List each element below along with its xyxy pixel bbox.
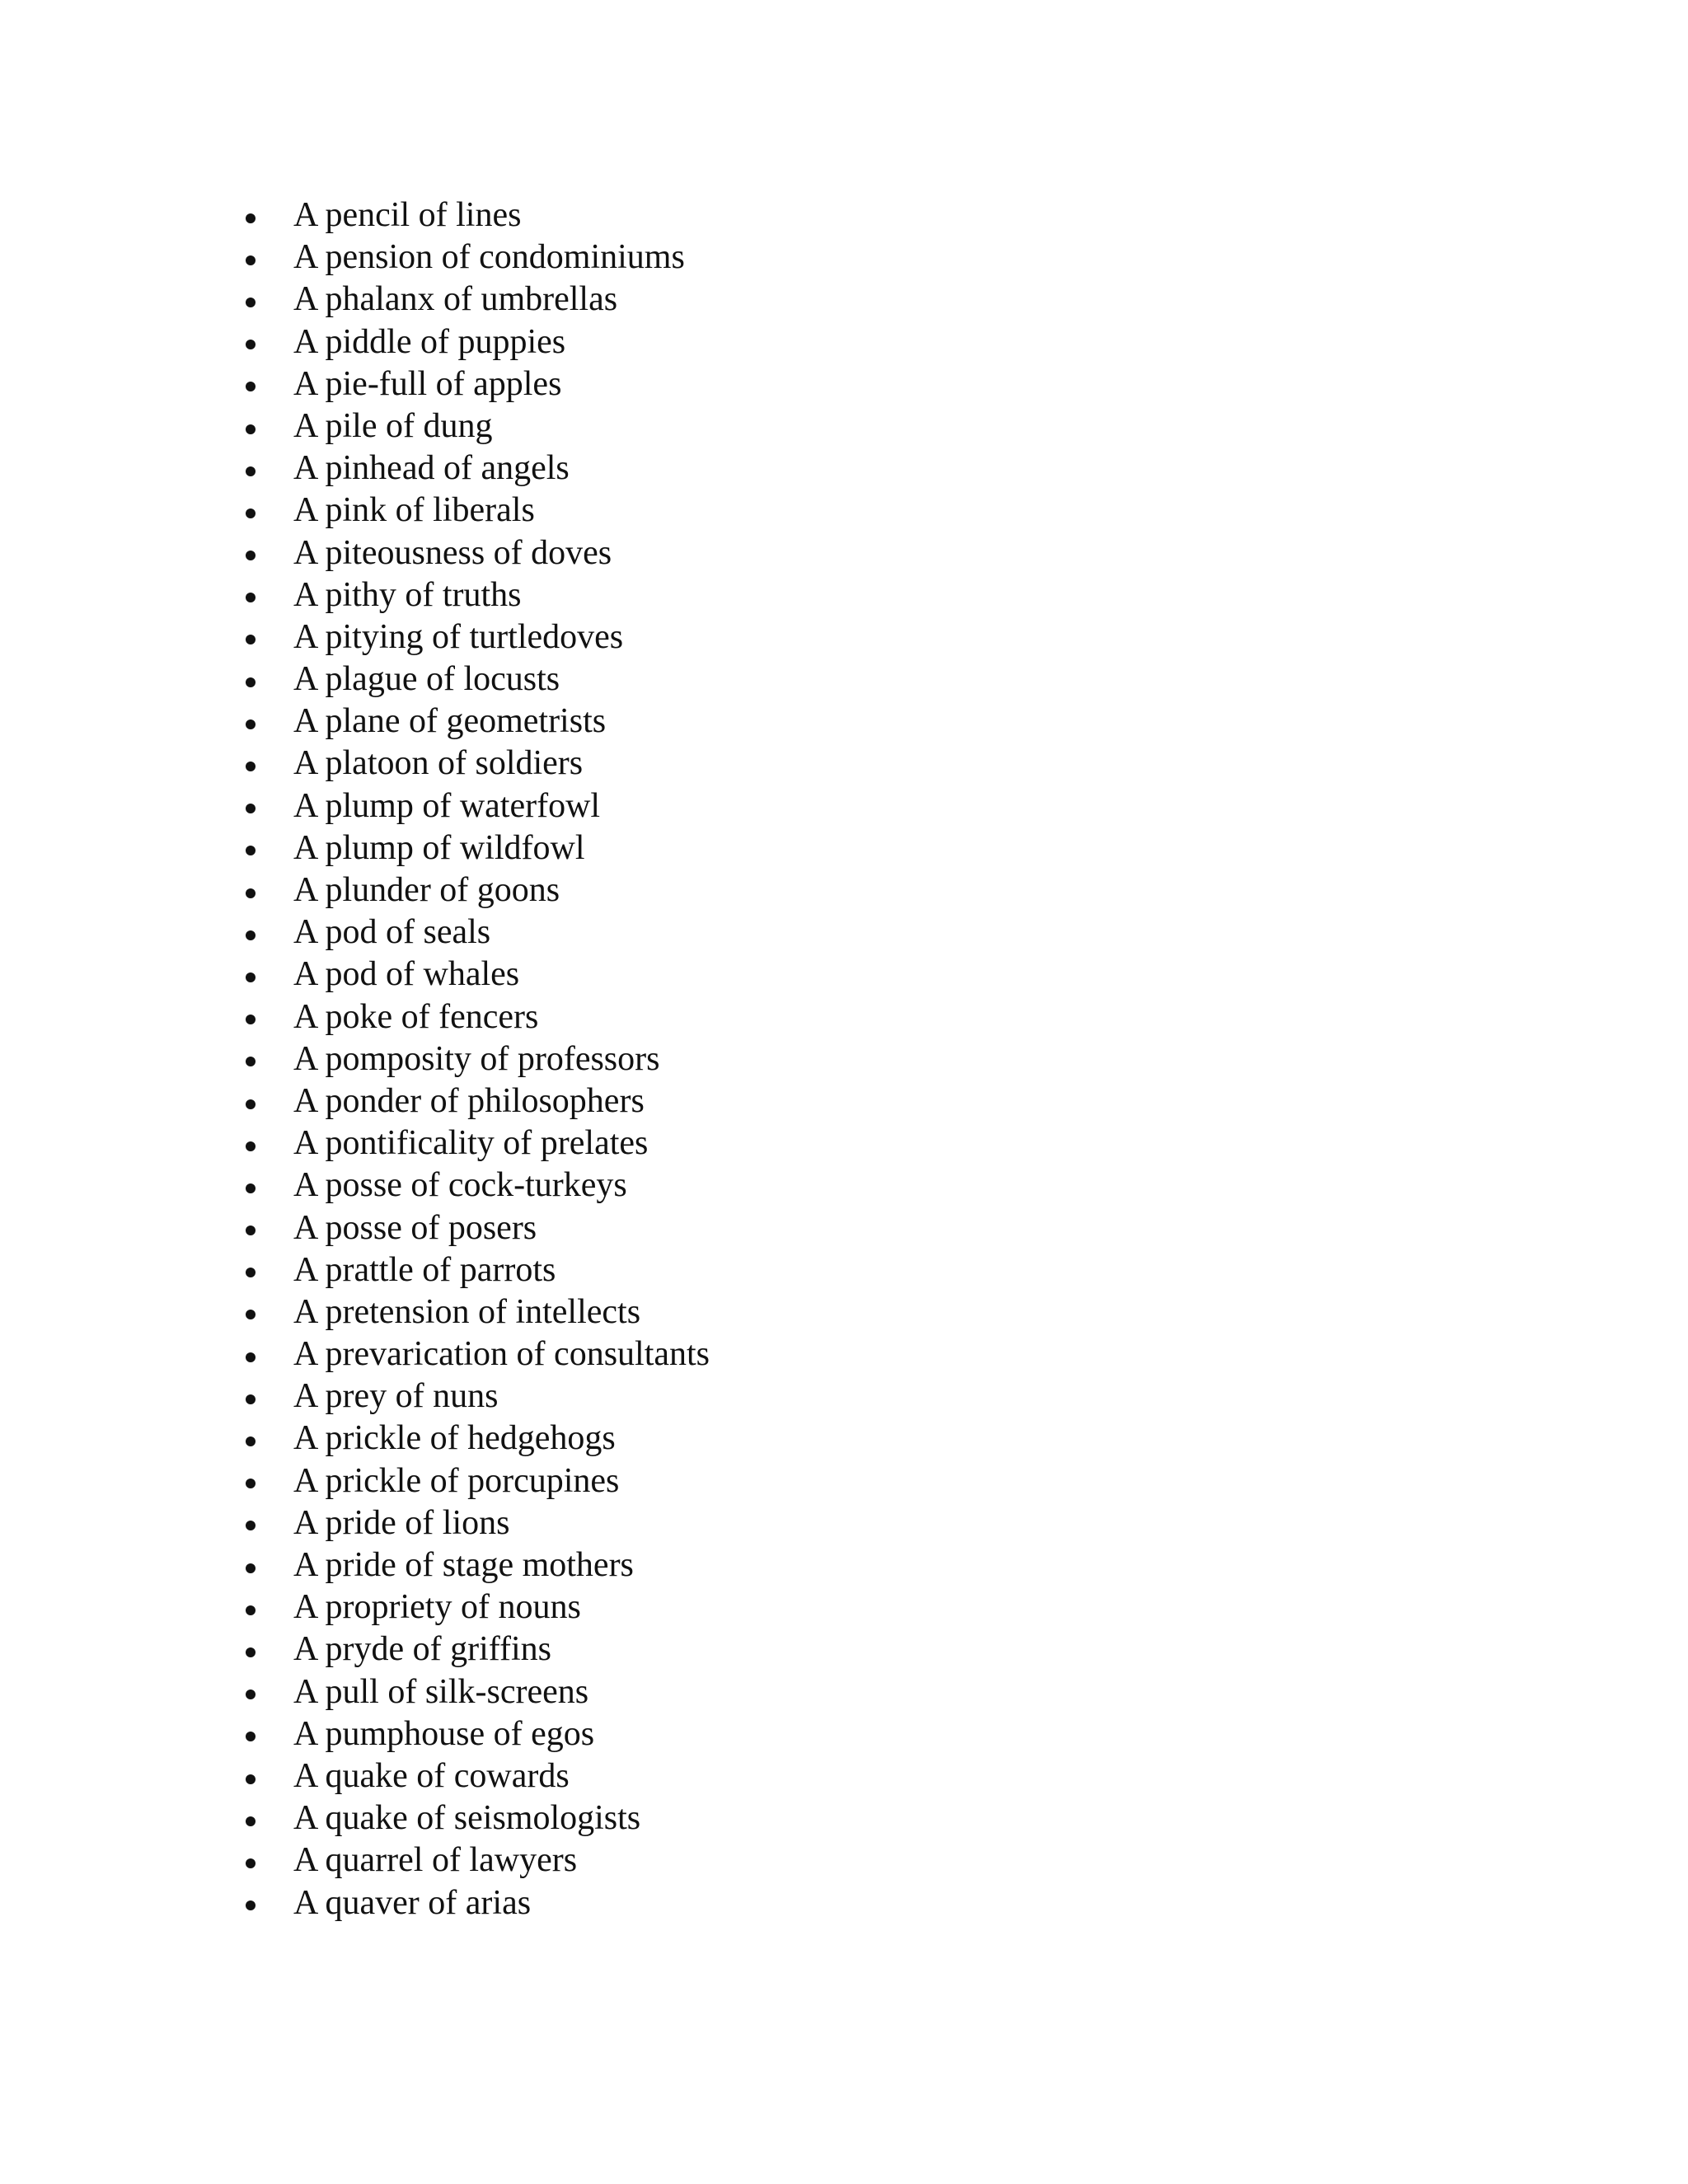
list-item-text: A quarrel of lawyers <box>293 1841 578 1880</box>
list-item-text: A propriety of nouns <box>293 1588 581 1627</box>
bullet-icon <box>246 466 256 476</box>
list-item-text: A plague of locusts <box>293 660 560 699</box>
bullet-icon <box>246 1310 256 1319</box>
bullet-icon <box>246 1183 256 1193</box>
bullet-icon <box>246 1268 256 1277</box>
list-item-text: A prickle of hedgehogs <box>293 1419 616 1458</box>
list-item-text: A pull of silk-screens <box>293 1672 589 1711</box>
list-item-text: A ponder of philosophers <box>293 1081 645 1120</box>
bullet-icon <box>246 255 256 265</box>
list-item-text: A pride of lions <box>293 1503 510 1542</box>
bullet-icon <box>246 1141 256 1151</box>
list-item-text: A phalanx of umbrellas <box>293 280 618 319</box>
bullet-list <box>244 194 710 1924</box>
list-item <box>244 1502 710 1544</box>
bullet-icon <box>246 846 256 855</box>
list-item-text: A platoon of soldiers <box>293 744 584 783</box>
list-item-text: A pencil of lines <box>293 196 522 234</box>
list-item <box>244 785 710 827</box>
bullet-icon <box>246 1479 256 1488</box>
list-item-text: A pinhead of angels <box>293 449 570 488</box>
bullet-icon <box>246 1521 256 1530</box>
list-item <box>244 1713 710 1755</box>
list-item <box>244 1080 710 1122</box>
list-item-text: A plump of waterfowl <box>293 786 601 825</box>
list-item-text: A quake of cowards <box>293 1756 570 1795</box>
list-item <box>244 574 710 616</box>
list-item-text: A pod of seals <box>293 913 491 952</box>
bullet-icon <box>246 1774 256 1784</box>
list-item-text: A pontificality of prelates <box>293 1124 649 1163</box>
list-item <box>244 1840 710 1882</box>
list-item <box>244 616 710 658</box>
bullet-icon <box>246 1563 256 1573</box>
list-item-text: A pink of liberals <box>293 491 535 530</box>
list-item <box>244 1038 710 1080</box>
list-item-text: A pod of whales <box>293 955 520 994</box>
list-item <box>244 490 710 532</box>
bullet-icon <box>246 1057 256 1066</box>
list-item-text: A pomposity of professors <box>293 1039 660 1078</box>
list-item <box>244 1291 710 1333</box>
list-item-text: A posse of cock-turkeys <box>293 1166 627 1205</box>
list-item-text: A pretension of intellects <box>293 1292 641 1331</box>
list-item-text: A piteousness of doves <box>293 533 612 572</box>
list-item <box>244 448 710 490</box>
list-item <box>244 1629 710 1671</box>
list-item-text: A prattle of parrots <box>293 1250 556 1289</box>
list-item <box>244 1207 710 1249</box>
list-item-text: A pride of stage mothers <box>293 1546 634 1584</box>
list-item-text: A plump of wildfowl <box>293 828 585 867</box>
list-item-text: A pie-full of apples <box>293 364 562 403</box>
list-item <box>244 1882 710 1924</box>
list-item <box>244 1418 710 1460</box>
list-item <box>244 1122 710 1165</box>
list-item <box>244 1586 710 1629</box>
bullet-icon <box>246 1352 256 1362</box>
list-item-text: A prevarication of consultants <box>293 1335 710 1374</box>
bullet-icon <box>246 298 256 307</box>
list-item-text: A pithy of truths <box>293 575 522 614</box>
list-item <box>244 869 710 912</box>
list-item <box>244 279 710 321</box>
bullet-icon <box>246 1099 256 1109</box>
bullet-icon <box>246 509 256 518</box>
bullet-icon <box>246 551 256 560</box>
list-item-text: A posse of posers <box>293 1208 537 1247</box>
bullet-icon <box>246 1900 256 1910</box>
list-item-text: A plane of geometrists <box>293 702 607 741</box>
list-item <box>244 363 710 405</box>
list-item-text: A plunder of goons <box>293 871 560 909</box>
list-item <box>244 1544 710 1586</box>
bullet-icon <box>246 888 256 898</box>
list-item <box>244 996 710 1038</box>
bullet-icon <box>246 593 256 602</box>
list-item-text: A prickle of porcupines <box>293 1461 620 1500</box>
list-item <box>244 1671 710 1713</box>
list-item-text: A pryde of griffins <box>293 1630 552 1669</box>
bullet-icon <box>246 1690 256 1699</box>
bullet-icon <box>246 1647 256 1657</box>
bullet-icon <box>246 762 256 771</box>
list-item <box>244 1460 710 1502</box>
list-item-text: A pumphouse of egos <box>293 1714 595 1753</box>
bullet-icon <box>246 1394 256 1404</box>
list-item <box>244 1249 710 1291</box>
list-item <box>244 1376 710 1418</box>
list-item <box>244 827 710 869</box>
bullet-icon <box>246 635 256 644</box>
list-item <box>244 194 710 237</box>
bullet-icon <box>246 804 256 813</box>
bullet-icon <box>246 1816 256 1826</box>
bullet-icon <box>246 1436 256 1446</box>
bullet-icon <box>246 382 256 391</box>
list-item-text: A pitying of turtledoves <box>293 617 624 656</box>
list-item <box>244 321 710 363</box>
bullet-icon <box>246 1015 256 1024</box>
list-item <box>244 532 710 574</box>
bullet-icon <box>246 972 256 982</box>
bullet-icon <box>246 1858 256 1868</box>
list-item <box>244 405 710 448</box>
list-item <box>244 658 710 701</box>
list-item-text: A quake of seismologists <box>293 1799 641 1838</box>
bullet-icon <box>246 340 256 349</box>
bullet-icon <box>246 719 256 729</box>
bullet-icon <box>246 213 256 223</box>
bullet-icon <box>246 1605 256 1615</box>
bullet-icon <box>246 1732 256 1741</box>
list-item-text: A pension of condominiums <box>293 238 685 277</box>
list-item-text: A piddle of puppies <box>293 322 566 361</box>
list-item <box>244 954 710 996</box>
list-item <box>244 1333 710 1376</box>
list-item-text: A quaver of arias <box>293 1883 532 1922</box>
list-item-text: A prey of nuns <box>293 1377 499 1416</box>
list-item <box>244 1797 710 1840</box>
bullet-icon <box>246 677 256 687</box>
list-item <box>244 1755 710 1797</box>
list-item <box>244 701 710 743</box>
list-item-text: A pile of dung <box>293 406 493 445</box>
list-item <box>244 912 710 954</box>
list-item <box>244 743 710 785</box>
list-item <box>244 237 710 279</box>
list-item-text: A poke of fencers <box>293 997 539 1036</box>
bullet-icon <box>246 424 256 434</box>
bullet-icon <box>246 1226 256 1235</box>
bullet-icon <box>246 930 256 940</box>
list-item <box>244 1165 710 1207</box>
